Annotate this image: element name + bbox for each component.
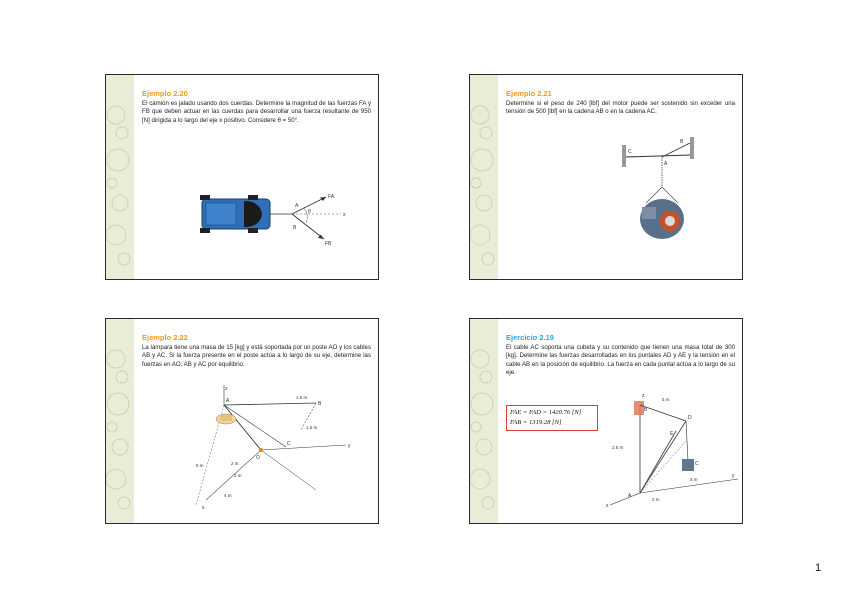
- point-b-label: B: [293, 225, 297, 231]
- decorative-band: [470, 75, 498, 279]
- slide-ejercicio-2-19: [469, 318, 743, 524]
- decorative-band: [106, 75, 134, 279]
- lamp-post-figure: [166, 385, 356, 515]
- point-a-label: A: [295, 203, 299, 209]
- point-b-label: B: [644, 407, 648, 413]
- axis-x-label: x: [202, 505, 205, 511]
- axis-z-label: z: [225, 386, 228, 392]
- axis-z-label: z: [642, 393, 645, 399]
- point-c-label: C: [287, 441, 291, 447]
- point-a-label: A: [628, 493, 632, 499]
- slide-text: El camión es jalado usando dos cuerdas. Determine la magnitud de las fuerzas FA y FB que deben actuar en las cuerdas para desarrollar una fuerza resultante de 950 [N] dirigida a lo largo del eje x positivo. Considere θ = 50°.: [142, 100, 371, 124]
- dimension-label-1: 5 m: [662, 397, 670, 402]
- slide-title: Ejemplo 2.22: [142, 333, 188, 342]
- axis-y-label: y: [732, 473, 735, 479]
- axis-y-label: y: [348, 443, 351, 449]
- dimension-label-3: 2 m: [652, 497, 660, 502]
- answer-line-2: FAB = 1319.28 [N]: [510, 419, 562, 426]
- bucket-crane-figure: [600, 391, 742, 509]
- point-e-label: E: [670, 431, 674, 437]
- slide-title: Ejemplo 2.21: [506, 89, 552, 98]
- dimension-label-5: 4 m: [224, 493, 232, 498]
- slide-ejemplo-2-20: [105, 74, 379, 280]
- dimension-label-4: 3 m: [690, 477, 698, 482]
- slide-text: La lámpara tiene una masa de 15 [kg] y está soportada por un poste AO y los cables AB y AC. Si la fuerza presente en el poste actúa a lo largo de su eje, determine las fuerzas en AO, AB y AC por equilibrio.: [142, 344, 371, 368]
- dimension-label-1: 1.5 m: [296, 395, 308, 400]
- axis-x-label: x: [343, 212, 346, 218]
- answer-box: [506, 405, 598, 431]
- dimension-label-3: 2 m: [234, 473, 242, 478]
- slide-ejemplo-2-21: [469, 74, 743, 280]
- page-number: 1: [815, 562, 822, 574]
- point-b-label: B: [318, 401, 322, 407]
- axis-x-label: x: [606, 503, 609, 509]
- point-o-label: O: [256, 455, 260, 461]
- decorative-band: [106, 319, 134, 523]
- dimension-label-2: 2.5 m: [612, 445, 624, 450]
- engine-hoist-figure: [618, 137, 700, 247]
- answer-line-1: FAE = FAD = 1420.76 [N]: [510, 409, 582, 416]
- point-c-label: C: [695, 461, 699, 467]
- point-c-label: C: [628, 149, 632, 155]
- slide-title: Ejercicio 2.19: [506, 333, 554, 342]
- force-fb-label: FB: [325, 241, 332, 247]
- decorative-band: [470, 319, 498, 523]
- point-a-label: A: [664, 161, 668, 167]
- truck-figure: [196, 185, 356, 255]
- dimension-label-4: 6 m: [196, 463, 204, 468]
- force-fa-label: FA: [328, 194, 335, 200]
- slide-text: Determine si el peso de 240 [lbf] del motor puede ser sostenido sin exceder una tensión de 500 [lbf] en la cadena AB o en la cadena AC.: [506, 100, 735, 116]
- angle-theta-label: θ: [308, 209, 311, 215]
- dimension-label-6: 1.5 m: [306, 425, 318, 430]
- slide-title: Ejemplo 2.20: [142, 89, 188, 98]
- slide-ejemplo-2-22: [105, 318, 379, 524]
- slide-text: El cable AC soporta una cubeta y su contenido que tienen una masa total de 300 [kg]. Determine las fuerzas desarrolladas en los puntales AD y AE y la tensión en el cable AB en la posición de equilibrio. La fuerza en cada puntal actúa a lo largo de su eje.: [506, 344, 735, 376]
- point-a-label: A: [226, 398, 230, 404]
- point-d-label: D: [688, 415, 692, 421]
- dimension-label-2: 2 m: [231, 461, 239, 466]
- point-b-label: B: [680, 139, 684, 145]
